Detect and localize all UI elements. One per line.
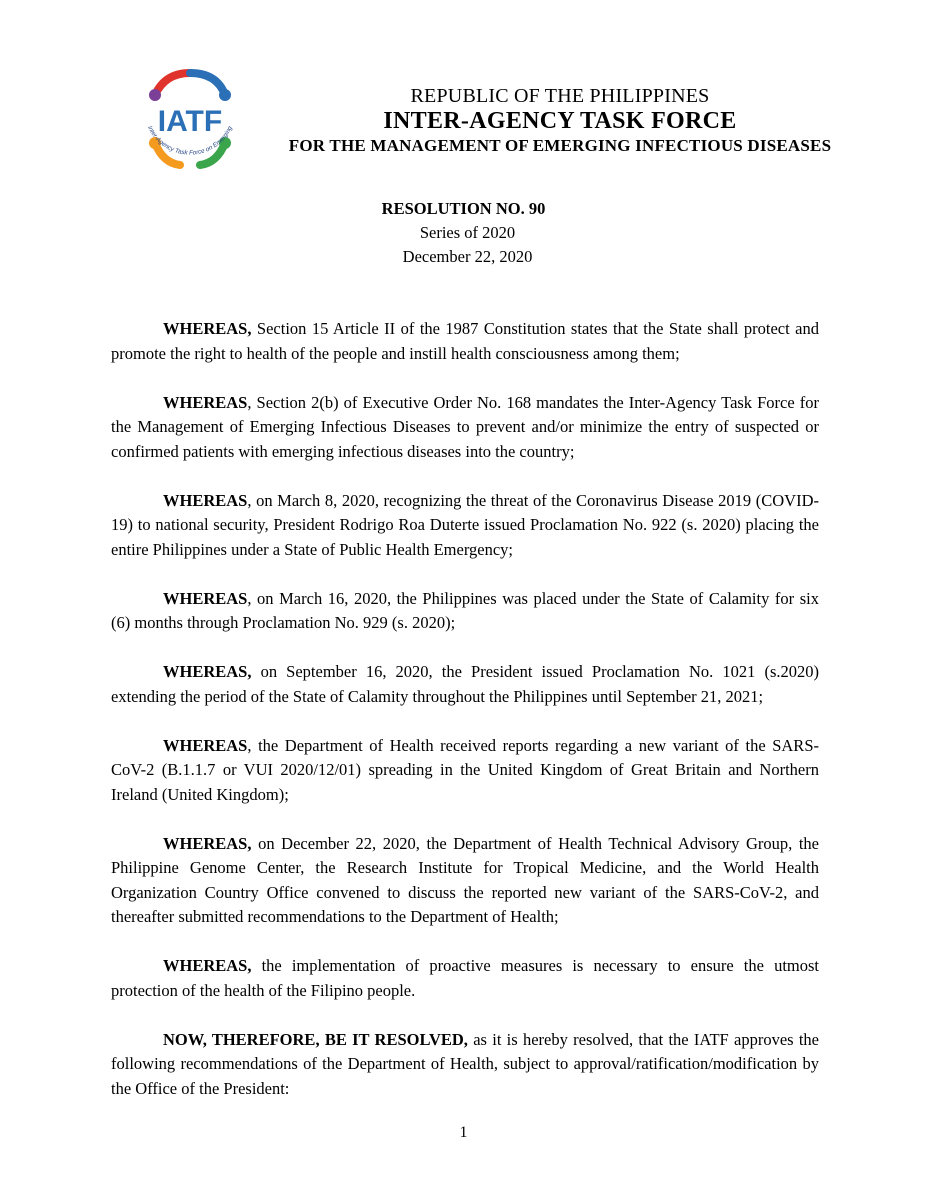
paragraph-text: , Section 2(b) of Executive Order No. 168 mandates the Inter-Agency Task Force for the Management of Emerging Infectious Diseases to prevent and/or minimize the entry of suspected or confirmed patients with emerging infectious diseases into the country; (111, 392, 819, 461)
letterhead-republic: REPUBLIC OF THE PHILIPPINES (410, 85, 710, 107)
paragraph-text: on December 22, 2020, the Department of Health Technical Advisory Group, the Philippine Genome Center, the Research Institute for Tropical Medicine, and the World Health Organization Country Office convened to discuss the reported new variant of the SARS-CoV-2, and thereafter submitted recommendations to the Department of Health; (111, 833, 819, 926)
resolution-title-block (0, 197, 927, 269)
paragraph (111, 587, 819, 636)
paragraph-lead: WHEREAS, (163, 956, 252, 975)
paragraph-resolved (111, 1028, 819, 1102)
paragraph-text: , on March 8, 2020, recognizing the threat of the Coronavirus Disease 2019 (COVID-19) to national security, President Rodrigo Roa Duterte issued Proclamation No. 922 (s. 2020) placing the entire Philippines under a State of Public Health Emergency; (111, 490, 819, 559)
paragraph (111, 734, 819, 808)
paragraph (111, 954, 819, 1003)
paragraph (111, 317, 819, 366)
paragraph-text: Section 15 Article II of the 1987 Constitution states that the State shall protect and promote the right to health of the people and instill health consciousness among them; (111, 319, 819, 363)
paragraph-text: as it is hereby resolved, that the IATF approves the following recommendations of the Department of Health, subject to approval/ratification/modification by the Office of the President: (111, 1029, 820, 1098)
paragraph-lead: WHEREAS, (163, 662, 252, 681)
paragraph-lead: WHEREAS (163, 490, 248, 510)
paragraph-text: , on March 16, 2020, the Philippines was placed under the State of Calamity for six (6) months through Proclamation No. 929 (s. 2020); (111, 588, 819, 632)
iatf-logo-graphic (125, 55, 255, 185)
logo-text: IATF (157, 105, 223, 138)
paragraph-lead: NOW, THEREFORE, BE IT RESOLVED, (163, 1029, 468, 1049)
iatf-logo (125, 55, 255, 185)
resolution-series: Series of 2020 (419, 223, 516, 242)
paragraph-text: the implementation of proactive measures is necessary to ensure the utmost protection of the health of the Filipino people. (111, 956, 819, 1000)
paragraph-text: , the Department of Health received reports regarding a new variant of the SARS-CoV-2 (B.1.1.7 or VUI 2020/12/01) spreading in the United Kingdom of Great Britain and Northern Ireland (United Kingdom); (111, 735, 819, 804)
resolution-date: December 22, 2020 (402, 247, 533, 266)
paragraph-lead: WHEREAS, (163, 319, 252, 338)
paragraph (111, 660, 819, 709)
resolution-body (111, 317, 819, 1126)
paragraph (111, 489, 819, 563)
paragraph (111, 391, 819, 465)
paragraph-lead: WHEREAS (163, 735, 248, 755)
paragraph-lead: WHEREAS (163, 588, 248, 608)
paragraph-lead: WHEREAS (163, 392, 248, 412)
paragraph (111, 832, 819, 930)
resolution-number: RESOLUTION NO. 90 (381, 199, 546, 218)
page-number: 1 (459, 1124, 468, 1141)
letterhead-task-force: INTER-AGENCY TASK FORCE (383, 108, 737, 134)
paragraph-text: on September 16, 2020, the President issued Proclamation No. 1021 (s.2020) extending the period of the State of Calamity throughout the Philippines until September 21, 2021; (111, 662, 819, 706)
letterhead (255, 85, 865, 157)
paragraph-lead: WHEREAS, (163, 833, 252, 853)
letterhead-subtitle: FOR THE MANAGEMENT OF EMERGING INFECTIOUS DISEASES (288, 136, 832, 155)
logo-ring-text: Inter-Agency Task Force on Emerging (145, 124, 234, 157)
